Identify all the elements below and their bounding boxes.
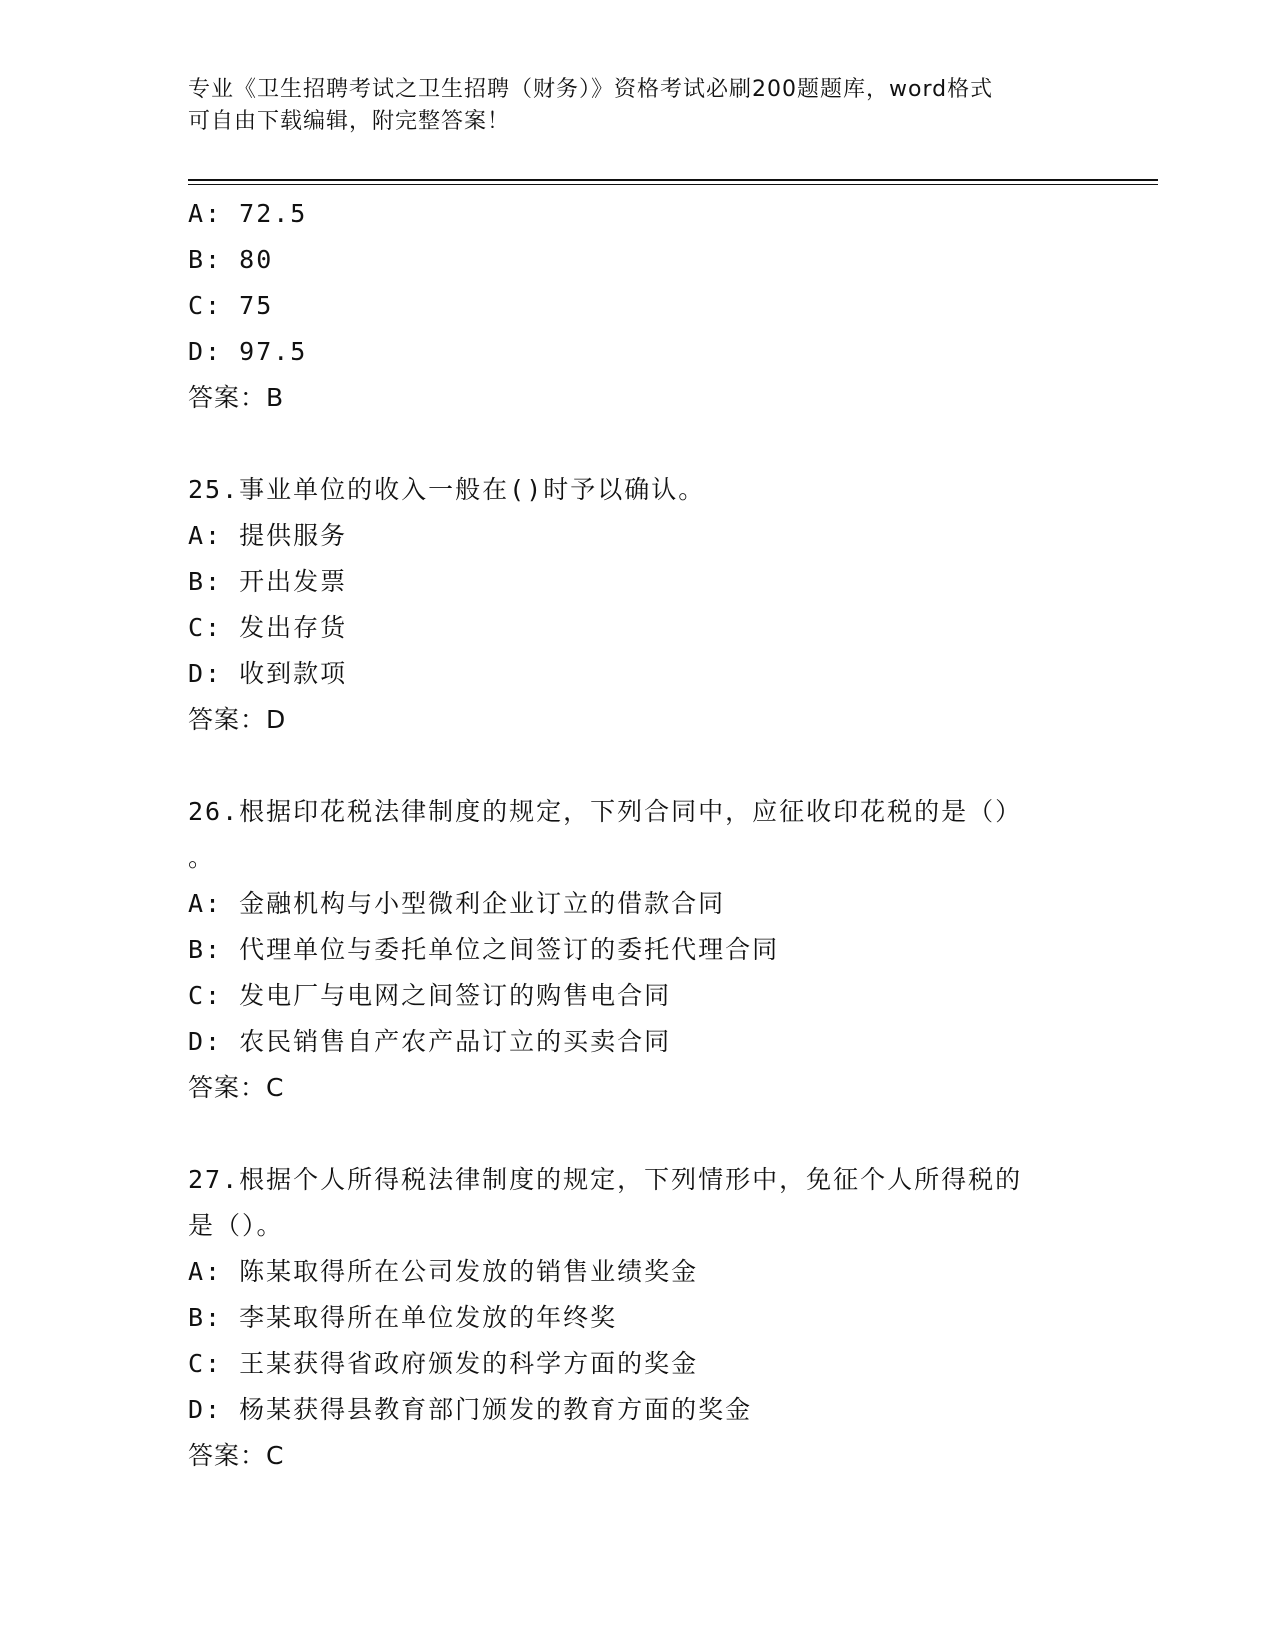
option-b: B: 开出发票 [188,567,348,596]
header-divider-thick [188,179,1158,181]
option-d: D: 97.5 [188,337,308,366]
option-b: B: 80 [188,245,274,274]
option-d: D: 杨某获得县教育部门颁发的教育方面的奖金 [188,1395,753,1424]
header-line-2: 可自由下载编辑，附完整答案！ [188,109,511,134]
option-a: A: 陈某取得所在公司发放的销售业绩奖金 [188,1257,699,1286]
spacer [188,421,1088,467]
header-line-1: 专业《卫生招聘考试之卫生招聘（财务）》资格考试必刷200题题库，word格式 [188,77,994,102]
question-stem-line-1: 26.根据印花税法律制度的规定，下列合同中，应征收印花税的是（） [188,797,1023,826]
question-24 [188,191,1088,421]
spacer [188,1111,1088,1157]
question-26 [188,789,1088,1111]
option-b: B: 李某取得所在单位发放的年终奖 [188,1303,618,1332]
option-c: C: 发电厂与电网之间签订的购售电合同 [188,981,672,1010]
question-25 [188,467,1088,743]
question-27 [188,1157,1088,1479]
question-stem-line-2: 是（）。 [188,1211,284,1240]
question-stem-line-2: 。 [188,843,216,872]
answer: 答案：B [188,383,285,412]
spacer [188,743,1088,789]
option-b: B: 代理单位与委托单位之间签订的委托代理合同 [188,935,780,964]
option-d: D: 农民销售自产农产品订立的买卖合同 [188,1027,672,1056]
answer: 答案：D [188,705,287,734]
option-c: C: 发出存货 [188,613,348,642]
question-stem: 25.事业单位的收入一般在()时予以确认。 [188,475,706,504]
option-c: C: 75 [188,291,274,320]
question-stem-line-1: 27.根据个人所得税法律制度的规定，下列情形中，免征个人所得税的 [188,1165,1023,1194]
answer: 答案：C [188,1441,285,1470]
option-d: D: 收到款项 [188,659,348,688]
option-a: A: 金融机构与小型微利企业订立的借款合同 [188,889,726,918]
option-a: A: 提供服务 [188,521,348,550]
option-c: C: 王某获得省政府颁发的科学方面的奖金 [188,1349,699,1378]
answer: 答案：C [188,1073,285,1102]
header-divider-thin [188,184,1158,185]
question-list [188,191,1088,1479]
option-a: A: 72.5 [188,199,308,228]
document-header [188,74,1088,138]
